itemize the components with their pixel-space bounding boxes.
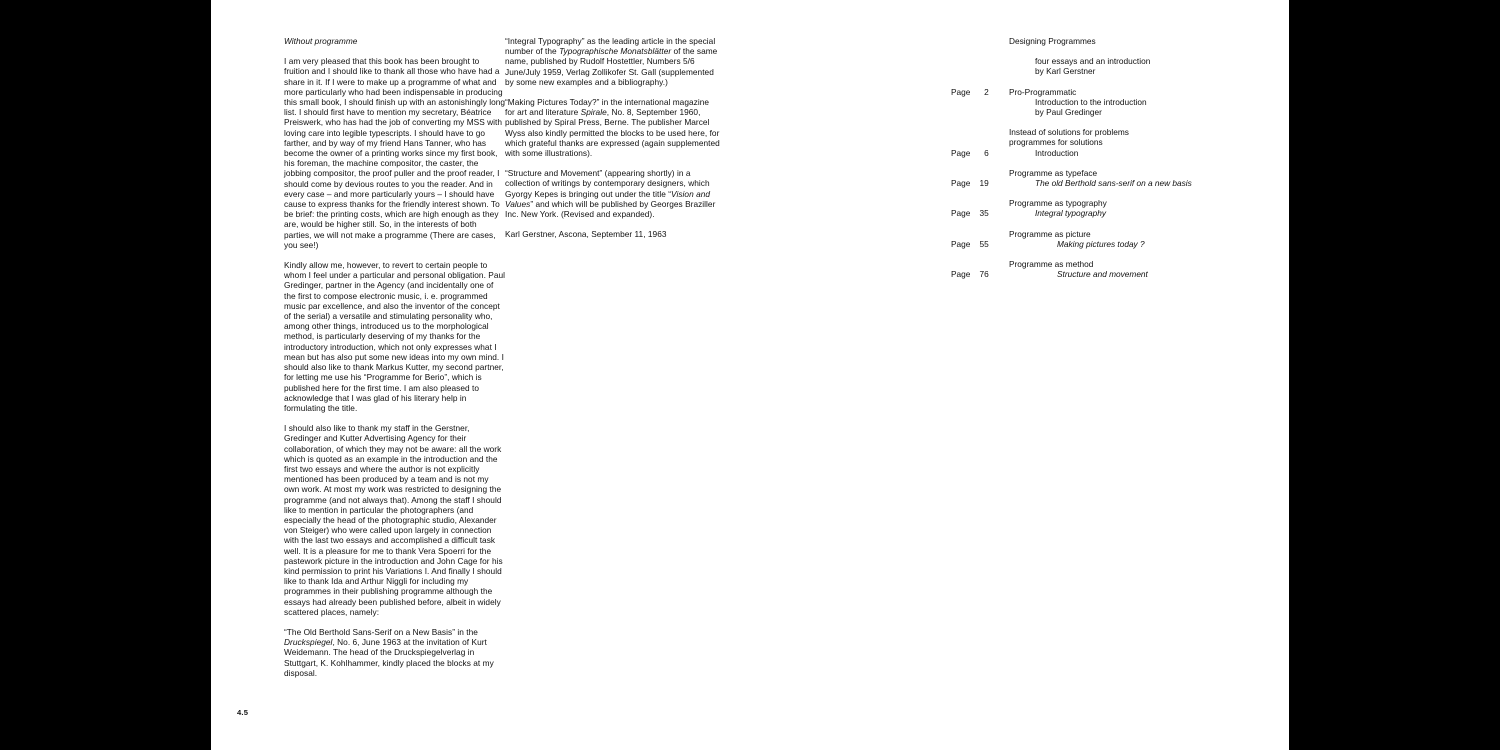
credit1-title-italic: Typographische Monatsblätter — [559, 46, 672, 57]
toc-page-label: Page — [951, 86, 971, 97]
toc-row — [951, 137, 1281, 147]
toc-row — [951, 107, 1281, 117]
toc-entry-title: Programme as typography — [1009, 198, 1107, 209]
toc-group-typography[interactable] — [951, 198, 1281, 218]
toc-page-marker — [951, 208, 998, 218]
toc-entry-title: Programme as method — [1009, 259, 1094, 270]
toc-group-pro-programmatic[interactable] — [951, 87, 1281, 118]
toc-page-marker — [951, 178, 998, 188]
toc-row — [951, 168, 1281, 178]
toc-page-marker — [951, 148, 998, 158]
toc-subtitle-essays: four essays and an introduction — [1035, 56, 1151, 67]
toc-row — [951, 56, 1281, 66]
toc-entry-subtitle: The old Berthold sans-serif on a new basis — [1035, 178, 1192, 189]
toc-entry-subtitle: Introduction to the introduction — [1035, 96, 1147, 107]
toc-row[interactable] — [951, 208, 1281, 218]
toc-group-subtitle — [951, 56, 1281, 76]
folio-page-number: 4.5 — [237, 708, 249, 717]
toc-page-number: 76 — [979, 269, 989, 280]
toc-entry-title: Programme as picture — [1009, 228, 1091, 239]
book-page-spread — [211, 0, 1289, 750]
toc-page-number: 6 — [984, 147, 989, 158]
credit2-text-after: , No. 8, September 1960, published by Spiral Press, Berne. The publisher Marcel Wyss also kindly permitted the blocks to be used here, for which grateful thanks are expressed (again supplemented with some illustrations). — [505, 107, 720, 159]
toc-row[interactable] — [951, 148, 1281, 158]
toc-row[interactable] — [951, 87, 1281, 97]
column-middle — [505, 36, 720, 239]
credit-title-italic: Druckspiegel — [284, 637, 333, 648]
toc-entry-byline: by Paul Gredinger — [1035, 107, 1102, 118]
toc-entry-title-line1: Instead of solutions for problems — [1009, 127, 1129, 138]
toc-page-number: 35 — [979, 208, 989, 219]
toc-group-typeface[interactable] — [951, 168, 1281, 188]
credit2-title-italic: Spirale — [580, 107, 607, 118]
credit1-text-before: “Integral Typography” as the leading article in the special number of the — [505, 36, 716, 57]
toc-page-marker — [951, 269, 998, 279]
toc-row[interactable] — [951, 269, 1281, 279]
toc-entry-title: Programme as typeface — [1009, 167, 1098, 178]
toc-row[interactable] — [951, 239, 1281, 249]
toc-group-introduction[interactable] — [951, 127, 1281, 158]
toc-group-method[interactable] — [951, 259, 1281, 279]
paragraph-acknowledgements-1: I am very pleased that this book has been brought to fruition and I should like to thank all those who have had a share in it. If I were to make up a programme of what and more particularly who had been indispensable in producing this small book, I should finish up with an astonishingly long list. I should first have to mention my secretary, Béatrice Preiswerk, who has had the job of converting my MSS with loving care into legible typescripts. I should have to go farther, and by way of my friend Hans Tanner, who has become the owner of a printing works since my first book, his foreman, the machine compositor, the caster, the jobbing compositor, the proof puller and the proof reader, I should come by devious routes to you the reader. And in every case – and more particularly yours – I should have cause to express thanks for the friendly interest shown. To be brief: the printing costs, which are high enough as they are, would be higher still. So, in the interests of both parties, we will not make a programme (There are cases, you see!) — [284, 56, 506, 250]
credit1-text-after: of the same name, published by Rudolf Hostettler, Numbers 5/6 June/July 1959, Verlag Zollikofer St. Gall (supplemented by some new examples and a bibliography.) — [505, 46, 718, 87]
toc-row — [951, 259, 1281, 269]
column-left-heading: Without programme — [284, 36, 358, 46]
paragraph-acknowledgements-3: I should also like to thank my staff in the Gerstner, Gredinger and Kutter Advertising Agency for their collaboration, of which they may not be aware: all the work which is quoted as an example in the introduction and the first two essays and where the author is not explicitly mentioned has been produced by a team and is not my own work. At most my work was restricted to designing the programme (and not always that). Among the staff I should like to mention in particular the photographers (and especially the head of the photographic studio, Alexander von Steiger) who were called upon largely in connection with the last two essays and accomplished a difficult task well. It is a pleasure for me to thank Vera Spoerri for the pastework picture in the introduction and John Cage for his kind permission to print his Variations I. And finally I should like to thank Ida and Arthur Niggli for including my programmes in their publishing programme although the essays had already been published before, albeit in widely scattered places, namely: — [284, 423, 503, 617]
toc-row — [951, 229, 1281, 239]
toc-row — [951, 198, 1281, 208]
toc-row[interactable] — [951, 178, 1281, 188]
toc-page-marker — [951, 87, 998, 97]
toc-entry-title-line2: programmes for solutions — [1009, 137, 1103, 148]
paragraph-making-pictures-credit — [505, 97, 720, 158]
credit-text-after: , No. 6, June 1963 at the invitation of Kurt Weidemann. The head of the Druckspiegelverlag in Stuttgart, K. Kohlhammer, kindly placed the blocks at my disposal. — [284, 637, 494, 678]
toc-page-number: 2 — [984, 86, 989, 97]
toc-entry-subtitle: Structure and movement — [1057, 269, 1148, 280]
credit2-text-before: “Making Pictures Today?” in the international magazine for art and literature — [505, 97, 710, 118]
credit3-text-after: ” and which will be published by Georges Braziller Inc. New York. (Revised and expanded). — [505, 198, 716, 220]
paragraph-integral-typography-credit — [505, 36, 720, 87]
toc-page-marker — [951, 239, 998, 249]
author-signature: Karl Gerstner, Ascona, September 11, 1963 — [505, 229, 667, 240]
toc-subtitle-author: by Karl Gerstner — [1035, 66, 1096, 77]
paragraph-druckspiegel-credit — [284, 627, 506, 678]
toc-entry-subtitle: Introduction — [1035, 147, 1079, 158]
toc-page-label: Page — [951, 208, 971, 219]
credit3-title-italic: Vision and Values — [505, 188, 711, 209]
toc-row — [951, 97, 1281, 107]
toc-group-picture[interactable] — [951, 229, 1281, 249]
column-left — [284, 36, 506, 678]
paragraph-structure-movement-credit — [505, 168, 720, 219]
toc-page-label: Page — [951, 269, 971, 280]
toc-row — [951, 66, 1281, 76]
toc-page-label: Page — [951, 238, 971, 249]
credit3-text-before: “Structure and Movement” (appearing shortly) in a collection of writings by contemporary designers, which Gyorgy Kepes is bringing out under the title “ — [505, 168, 710, 199]
toc-page-number: 55 — [979, 238, 989, 249]
credit-text-before: “The Old Berthold Sans-Serif on a New Basis” in the — [284, 626, 478, 637]
toc-entry-subtitle: Integral typography — [1035, 208, 1107, 219]
toc-page-label: Page — [951, 178, 971, 189]
toc-book-title: Designing Programmes — [1009, 36, 1096, 46]
toc-row — [951, 36, 1281, 46]
table-of-contents — [951, 36, 1281, 289]
toc-page-label: Page — [951, 147, 971, 158]
toc-entry-subtitle: Making pictures today ? — [1057, 238, 1145, 249]
paragraph-acknowledgements-2: Kindly allow me, however, to revert to certain people to whom I feel under a particular and personal obligation. Paul Gredinger, partner in the Agency (and incidentally one of the first to compose electronic music, i. e. programmed music par excellence, and also the inventor of the concept of the serial) a versatile and stimulating personality who, among other things, introduced us to the morphological method, is particularly deserving of my thanks for the introductory introduction, which not only expresses what I mean but has also put some new ideas into my own mind. I should also like to thank Markus Kutter, my second partner, for letting me use his “Programme for Berio”, which is published here for the first time. I am also pleased to acknowledge that I was glad of his literary help in formulating the title. — [284, 260, 506, 413]
toc-row — [951, 127, 1281, 137]
toc-group-title — [951, 36, 1281, 46]
toc-page-number: 19 — [979, 178, 989, 189]
toc-entry-title: Pro-Programmatic — [1009, 86, 1077, 97]
